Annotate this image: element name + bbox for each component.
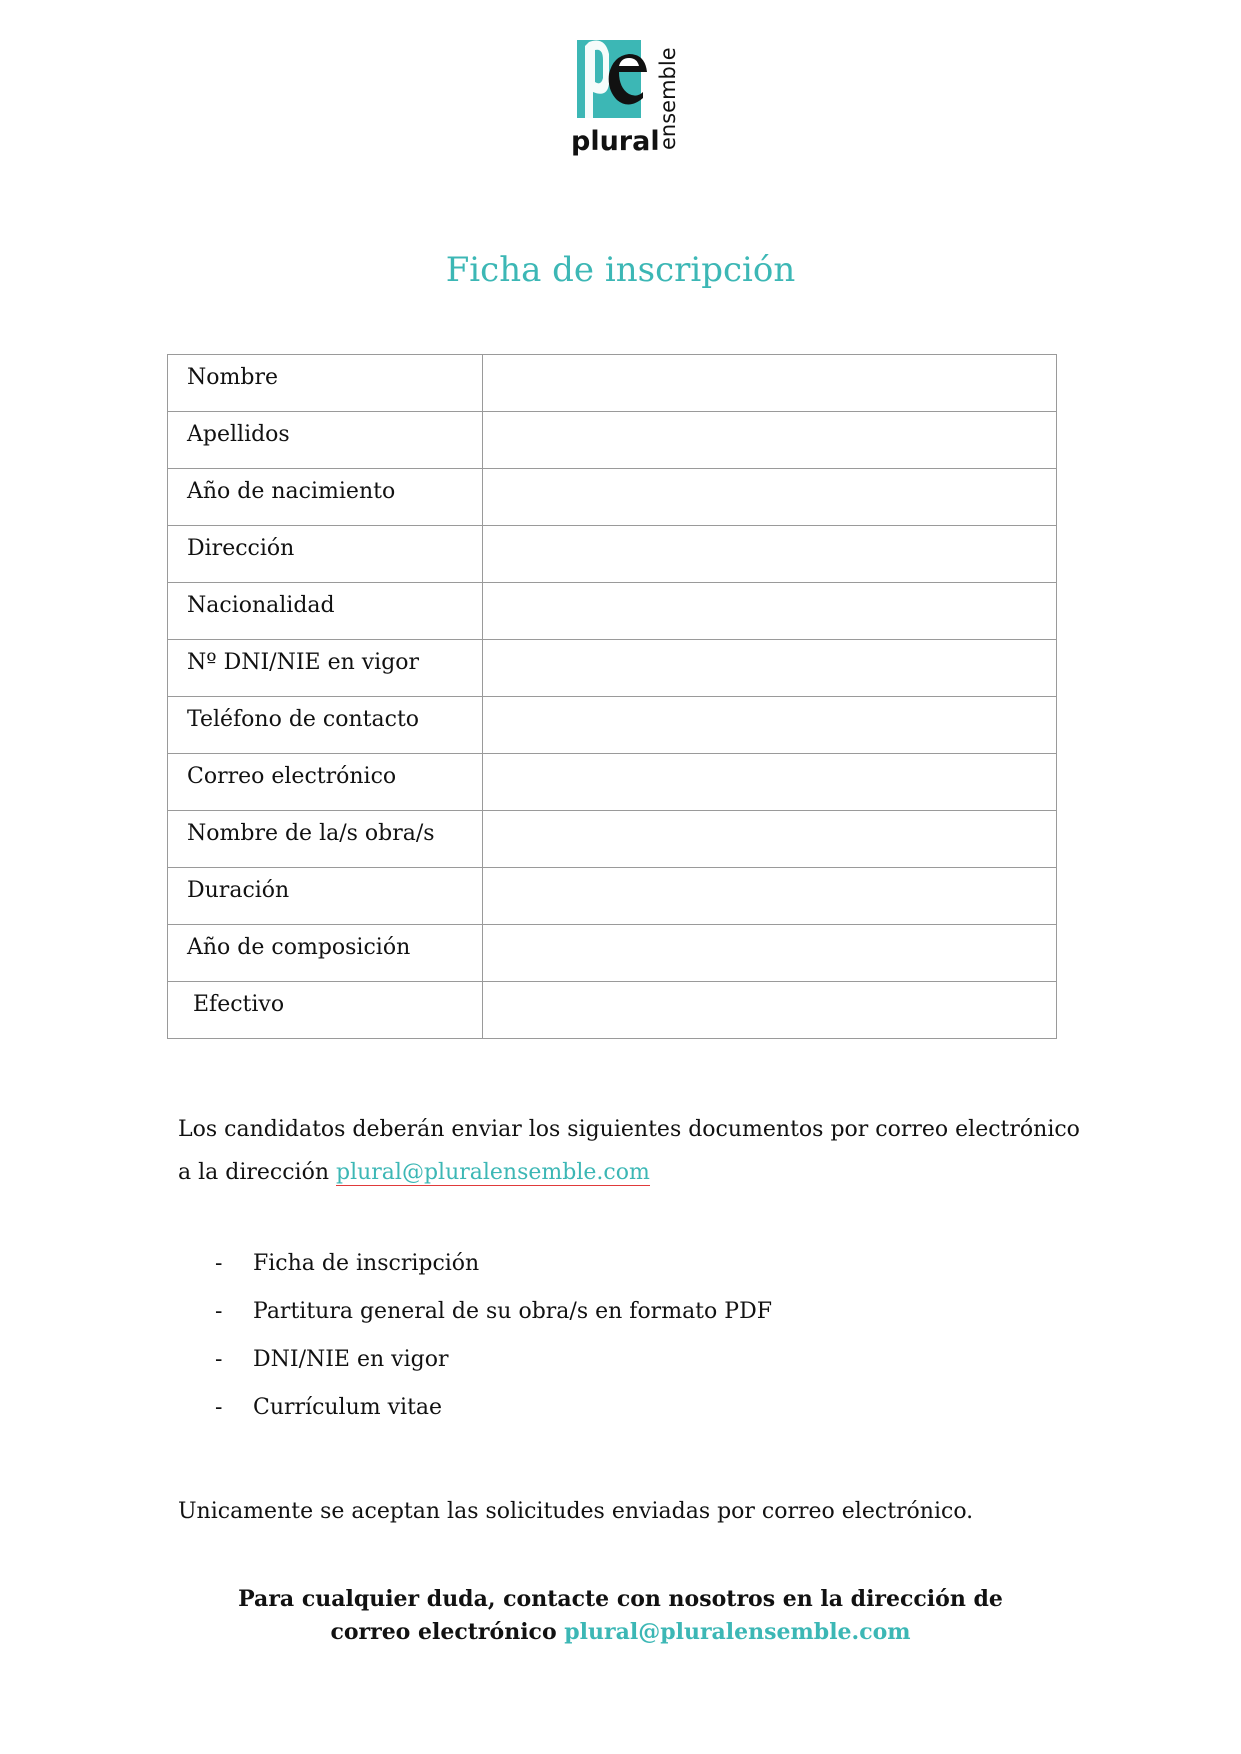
required-documents-list (215, 1240, 772, 1432)
form-field-value-cell (483, 412, 1057, 469)
form-field-label: Apellidos (168, 412, 483, 469)
form-field-label: Año de composición (168, 925, 483, 982)
form-field-label: Año de nacimiento (168, 469, 483, 526)
form-row (168, 469, 1057, 526)
form-field-value-cell (483, 754, 1057, 811)
email-only-note: Unicamente se aceptan las solicitudes enviadas por correo electrónico. (178, 1499, 974, 1524)
form-field-value-cell (483, 640, 1057, 697)
form-field-value-cell (483, 925, 1057, 982)
contact-line-2 (0, 1616, 1241, 1649)
form-field-label: Nombre (168, 355, 483, 412)
form-field-value-cell (483, 469, 1057, 526)
contact-line-1: Para cualquier duda, contacte con nosotros en la dirección de (238, 1586, 1003, 1612)
contact-notice (0, 1583, 1241, 1649)
bullet-dash: - (215, 1299, 223, 1324)
document-list-item (215, 1288, 772, 1336)
bullet-dash: - (215, 1395, 223, 1420)
logo-p-counter (595, 50, 603, 84)
plural-ensemble-logo (571, 38, 681, 156)
form-field-label: Nacionalidad (168, 583, 483, 640)
form-row (168, 583, 1057, 640)
form-field-value-cell (483, 868, 1057, 925)
form-field-label: Dirección (168, 526, 483, 583)
instructions-line-2-prefix: a la dirección (178, 1160, 336, 1185)
document-item-text: Partitura general de su obra/s en formato PDF (253, 1299, 772, 1324)
page-title: Ficha de inscripción (445, 250, 796, 290)
form-field-label: Correo electrónico (168, 754, 483, 811)
form-field-input[interactable] (483, 811, 1056, 867)
form-row (168, 754, 1057, 811)
form-field-value-cell (483, 526, 1057, 583)
form-field-label: Efectivo (168, 982, 483, 1039)
form-field-input[interactable] (483, 355, 1056, 411)
form-row (168, 697, 1057, 754)
form-row (168, 526, 1057, 583)
form-field-value-cell (483, 697, 1057, 754)
form-row (168, 982, 1057, 1039)
email-link[interactable]: plural@pluralensemble.com (336, 1160, 650, 1185)
form-field-input[interactable] (483, 868, 1056, 924)
form-field-label: Teléfono de contacto (168, 697, 483, 754)
registration-form-table (167, 354, 1057, 1039)
document-item-text: Ficha de inscripción (253, 1251, 480, 1276)
bullet-dash: - (215, 1251, 223, 1276)
form-row (168, 640, 1057, 697)
form-row (168, 412, 1057, 469)
form-field-value-cell (483, 355, 1057, 412)
document-item-text: Currículum vitae (253, 1395, 443, 1420)
contact-email-link[interactable]: plural@pluralensemble.com (564, 1619, 911, 1645)
logo-icon (571, 38, 681, 156)
form-field-input[interactable] (483, 925, 1056, 981)
form-field-input[interactable] (483, 697, 1056, 753)
instructions-paragraph (178, 1108, 1080, 1194)
form-row (168, 355, 1057, 412)
form-field-input[interactable] (483, 469, 1056, 525)
document-item-text: DNI/NIE en vigor (253, 1347, 449, 1372)
document-list-item (215, 1240, 772, 1288)
form-field-input[interactable] (483, 754, 1056, 810)
form-field-input[interactable] (483, 412, 1056, 468)
form-field-label: Nº DNI/NIE en vigor (168, 640, 483, 697)
document-list-item (215, 1336, 772, 1384)
form-row (168, 868, 1057, 925)
form-field-value-cell (483, 811, 1057, 868)
form-row (168, 811, 1057, 868)
bullet-dash: - (215, 1347, 223, 1372)
contact-line-2-prefix: correo electrónico (330, 1619, 565, 1645)
form-row (168, 925, 1057, 982)
form-field-input[interactable] (483, 583, 1056, 639)
form-field-label: Duración (168, 868, 483, 925)
form-field-input[interactable] (483, 640, 1056, 696)
logo-wordmark-ensemble: ensemble (656, 47, 680, 150)
instructions-line-1: Los candidatos deberán enviar los siguientes documentos por correo electrónico (178, 1117, 1080, 1142)
form-field-value-cell (483, 583, 1057, 640)
instructions-line-2 (178, 1151, 1080, 1194)
logo-wordmark-plural: plural (571, 126, 660, 156)
form-field-value-cell (483, 982, 1057, 1039)
form-field-label: Nombre de la/s obra/s (168, 811, 483, 868)
document-list-item (215, 1384, 772, 1432)
form-field-input[interactable] (483, 982, 1056, 1038)
form-field-input[interactable] (483, 526, 1056, 582)
